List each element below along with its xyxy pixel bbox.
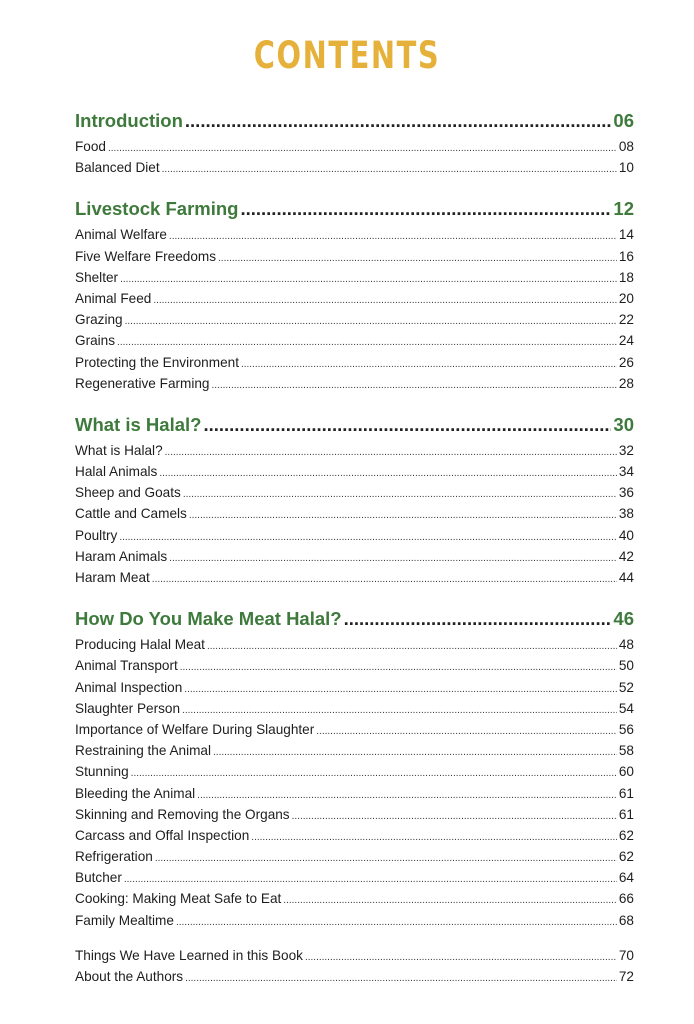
toc-entry-page-number: 28 [618,375,634,391]
toc-entry[interactable] [75,783,634,804]
toc-entry-page-number: 36 [618,485,634,501]
toc-entry-label: Slaughter Person [75,700,181,716]
toc-entry-page-number: 48 [618,637,634,653]
toc-entry-page-number: 56 [618,721,634,737]
toc-entry-label: About the Authors [75,969,184,984]
toc-entry[interactable] [75,373,634,394]
toc-entry[interactable] [75,440,634,461]
dot-leader [125,311,617,330]
dot-leader [212,375,617,394]
toc-entry-page-number: 08 [618,139,634,154]
toc-entry-page-number: 52 [618,679,634,695]
toc-entry-page-number: 16 [618,248,634,264]
toc-entry[interactable] [75,330,634,351]
table-of-contents [75,106,634,987]
dot-leader [165,442,617,461]
toc-entry-page-number: 40 [618,527,634,543]
toc-entry-label: What is Halal? [75,442,163,458]
dot-leader [131,763,617,782]
toc-entry[interactable] [75,352,634,373]
toc-entry[interactable] [75,719,634,740]
toc-section [75,410,634,588]
dot-leader [153,290,617,309]
toc-section [75,106,634,178]
toc-entry-page-number: 64 [618,870,634,886]
dot-leader [162,159,617,178]
toc-entry-page-number: 20 [618,290,634,306]
toc-entry[interactable] [75,966,634,987]
toc-section [75,604,634,931]
toc-entry-label: Animal Inspection [75,679,183,695]
toc-entry-page-number: 14 [618,227,634,243]
toc-section-heading-page-number: 12 [613,198,634,220]
toc-entry-label: Restraining the Animal [75,743,212,759]
page-title: CONTENTS [253,34,441,77]
toc-entry-page-number: 44 [618,570,634,585]
toc-section-heading-page-number: 06 [613,110,634,131]
toc-entry-page-number: 22 [618,312,634,328]
toc-entry[interactable] [75,288,634,309]
toc-entry[interactable] [75,567,634,588]
dot-leader [197,785,617,804]
toc-entry[interactable] [75,461,634,482]
toc-entry-label: Cattle and Camels [75,506,187,522]
toc-entry-label: Protecting the Environment [75,354,239,370]
toc-entry-label: Grazing [75,312,123,328]
toc-entry-label: Halal Animals [75,464,158,480]
toc-entry[interactable] [75,503,634,524]
dot-leader [283,890,617,909]
toc-entry-page-number: 70 [618,947,634,963]
toc-entry-page-number: 42 [618,548,634,564]
toc-entry[interactable] [75,157,634,178]
toc-entry-page-number: 62 [618,827,634,843]
dot-leader [120,269,617,288]
dot-leader [119,527,617,546]
toc-entry-label: Skinning and Removing the Organs [75,806,290,822]
toc-entry-label: Things We Have Learned in this Book [75,947,303,963]
toc-entry-page-number: 24 [618,333,634,349]
toc-section [75,194,634,394]
toc-section-heading-label: What is Halal? [75,413,202,435]
toc-entry-label: Cooking: Making Meat Safe to Eat [75,891,282,907]
dot-leader [241,354,617,373]
toc-entry[interactable] [75,677,634,698]
toc-entry-page-number: 38 [618,506,634,522]
dot-leader [251,827,617,846]
toc-section-heading-label: How Do You Make Meat Halal? [75,608,342,630]
toc-section-heading[interactable] [75,410,634,440]
toc-entry-label: Animal Feed [75,290,152,306]
toc-entry[interactable] [75,761,634,782]
toc-entry-label: Shelter [75,269,119,285]
toc-entry-page-number: 32 [618,442,634,458]
toc-section [75,945,634,987]
dot-leader [155,848,617,867]
toc-entry-label: Carcass and Offal Inspection [75,827,250,843]
dot-leader [108,138,617,157]
toc-entry[interactable] [75,136,634,157]
toc-entry[interactable] [75,740,634,761]
toc-entry-label: Butcher [75,870,122,886]
toc-entry-label: Balanced Diet [75,160,160,176]
toc-entry[interactable] [75,910,634,931]
dot-leader [218,248,617,267]
toc-entry-page-number: 54 [618,700,634,716]
dot-leader [344,604,612,634]
toc-entry-label: Haram Animals [75,548,168,564]
toc-entry-label: Regenerative Farming [75,375,210,391]
toc-entry-label: Haram Meat [75,570,150,585]
dot-leader [184,679,617,698]
toc-entry-label: Sheep and Goats [75,485,181,501]
toc-entry-page-number: 68 [618,912,634,928]
toc-entry-label: Stunning [75,764,129,780]
toc-entry-page-number: 61 [618,785,634,801]
toc-entry-page-number: 60 [618,764,634,780]
toc-entry-page-number: 10 [618,160,634,176]
toc-section-heading-page-number: 30 [613,413,634,435]
dot-leader [292,806,617,825]
dot-leader [185,968,617,987]
dot-leader [152,569,617,588]
dot-leader [117,332,617,351]
toc-entry-label: Grains [75,333,116,349]
toc-entry-label: Animal Welfare [75,227,167,243]
toc-entry[interactable] [75,267,634,288]
dot-leader [183,484,617,503]
toc-entry[interactable] [75,246,634,267]
toc-entry-label: Refrigeration [75,849,153,865]
toc-entry[interactable] [75,804,634,825]
toc-entry[interactable] [75,846,634,867]
toc-entry[interactable] [75,224,634,245]
toc-section-heading[interactable] [75,604,634,634]
toc-entry-page-number: 62 [618,849,634,865]
dot-leader [189,505,617,524]
dot-leader [169,548,617,567]
toc-entry-page-number: 34 [618,464,634,480]
toc-entry[interactable] [75,546,634,567]
dot-leader [185,106,612,136]
dot-leader [182,700,617,719]
toc-entry-page-number: 58 [618,743,634,759]
toc-entry-label: Importance of Welfare During Slaughter [75,721,315,737]
toc-entry[interactable] [75,867,634,888]
toc-entry[interactable] [75,482,634,503]
dot-leader [316,721,617,740]
toc-entry-label: Family Mealtime [75,912,174,928]
toc-entry[interactable] [75,655,634,676]
dot-leader [203,410,611,440]
toc-entry-label: Animal Transport [75,658,178,674]
dot-leader [124,869,617,888]
toc-section-heading-page-number: 46 [613,608,634,630]
toc-entry-page-number: 26 [618,354,634,370]
dot-leader [240,194,611,224]
toc-entry-label: Bleeding the Animal [75,785,196,801]
toc-entry-page-number: 18 [618,269,634,285]
toc-entry[interactable] [75,309,634,330]
toc-section-heading-label: Introduction [75,110,183,131]
dot-leader [213,742,617,761]
toc-entry-label: Food [75,139,106,154]
toc-entry-page-number: 50 [618,658,634,674]
toc-entry[interactable] [75,825,634,846]
toc-entry[interactable] [75,525,634,546]
dot-leader [180,657,617,676]
toc-entry[interactable] [75,945,634,966]
toc-entry[interactable] [75,634,634,655]
toc-section-heading[interactable] [75,194,634,224]
dot-leader [176,912,617,931]
toc-entry-label: Producing Halal Meat [75,637,205,653]
dot-leader [159,463,617,482]
toc-section-heading-label: Livestock Farming [75,198,239,220]
dot-leader [207,636,617,655]
toc-entry-page-number: 61 [618,806,634,822]
toc-entry-label: Five Welfare Freedoms [75,248,217,264]
dot-leader [305,947,617,966]
toc-entry-label: Poultry [75,527,118,543]
toc-section-heading[interactable] [75,106,634,136]
toc-entry[interactable] [75,888,634,909]
dot-leader [169,226,617,245]
toc-entry-page-number: 66 [618,891,634,907]
toc-entry[interactable] [75,698,634,719]
toc-entry-page-number: 72 [618,969,634,984]
